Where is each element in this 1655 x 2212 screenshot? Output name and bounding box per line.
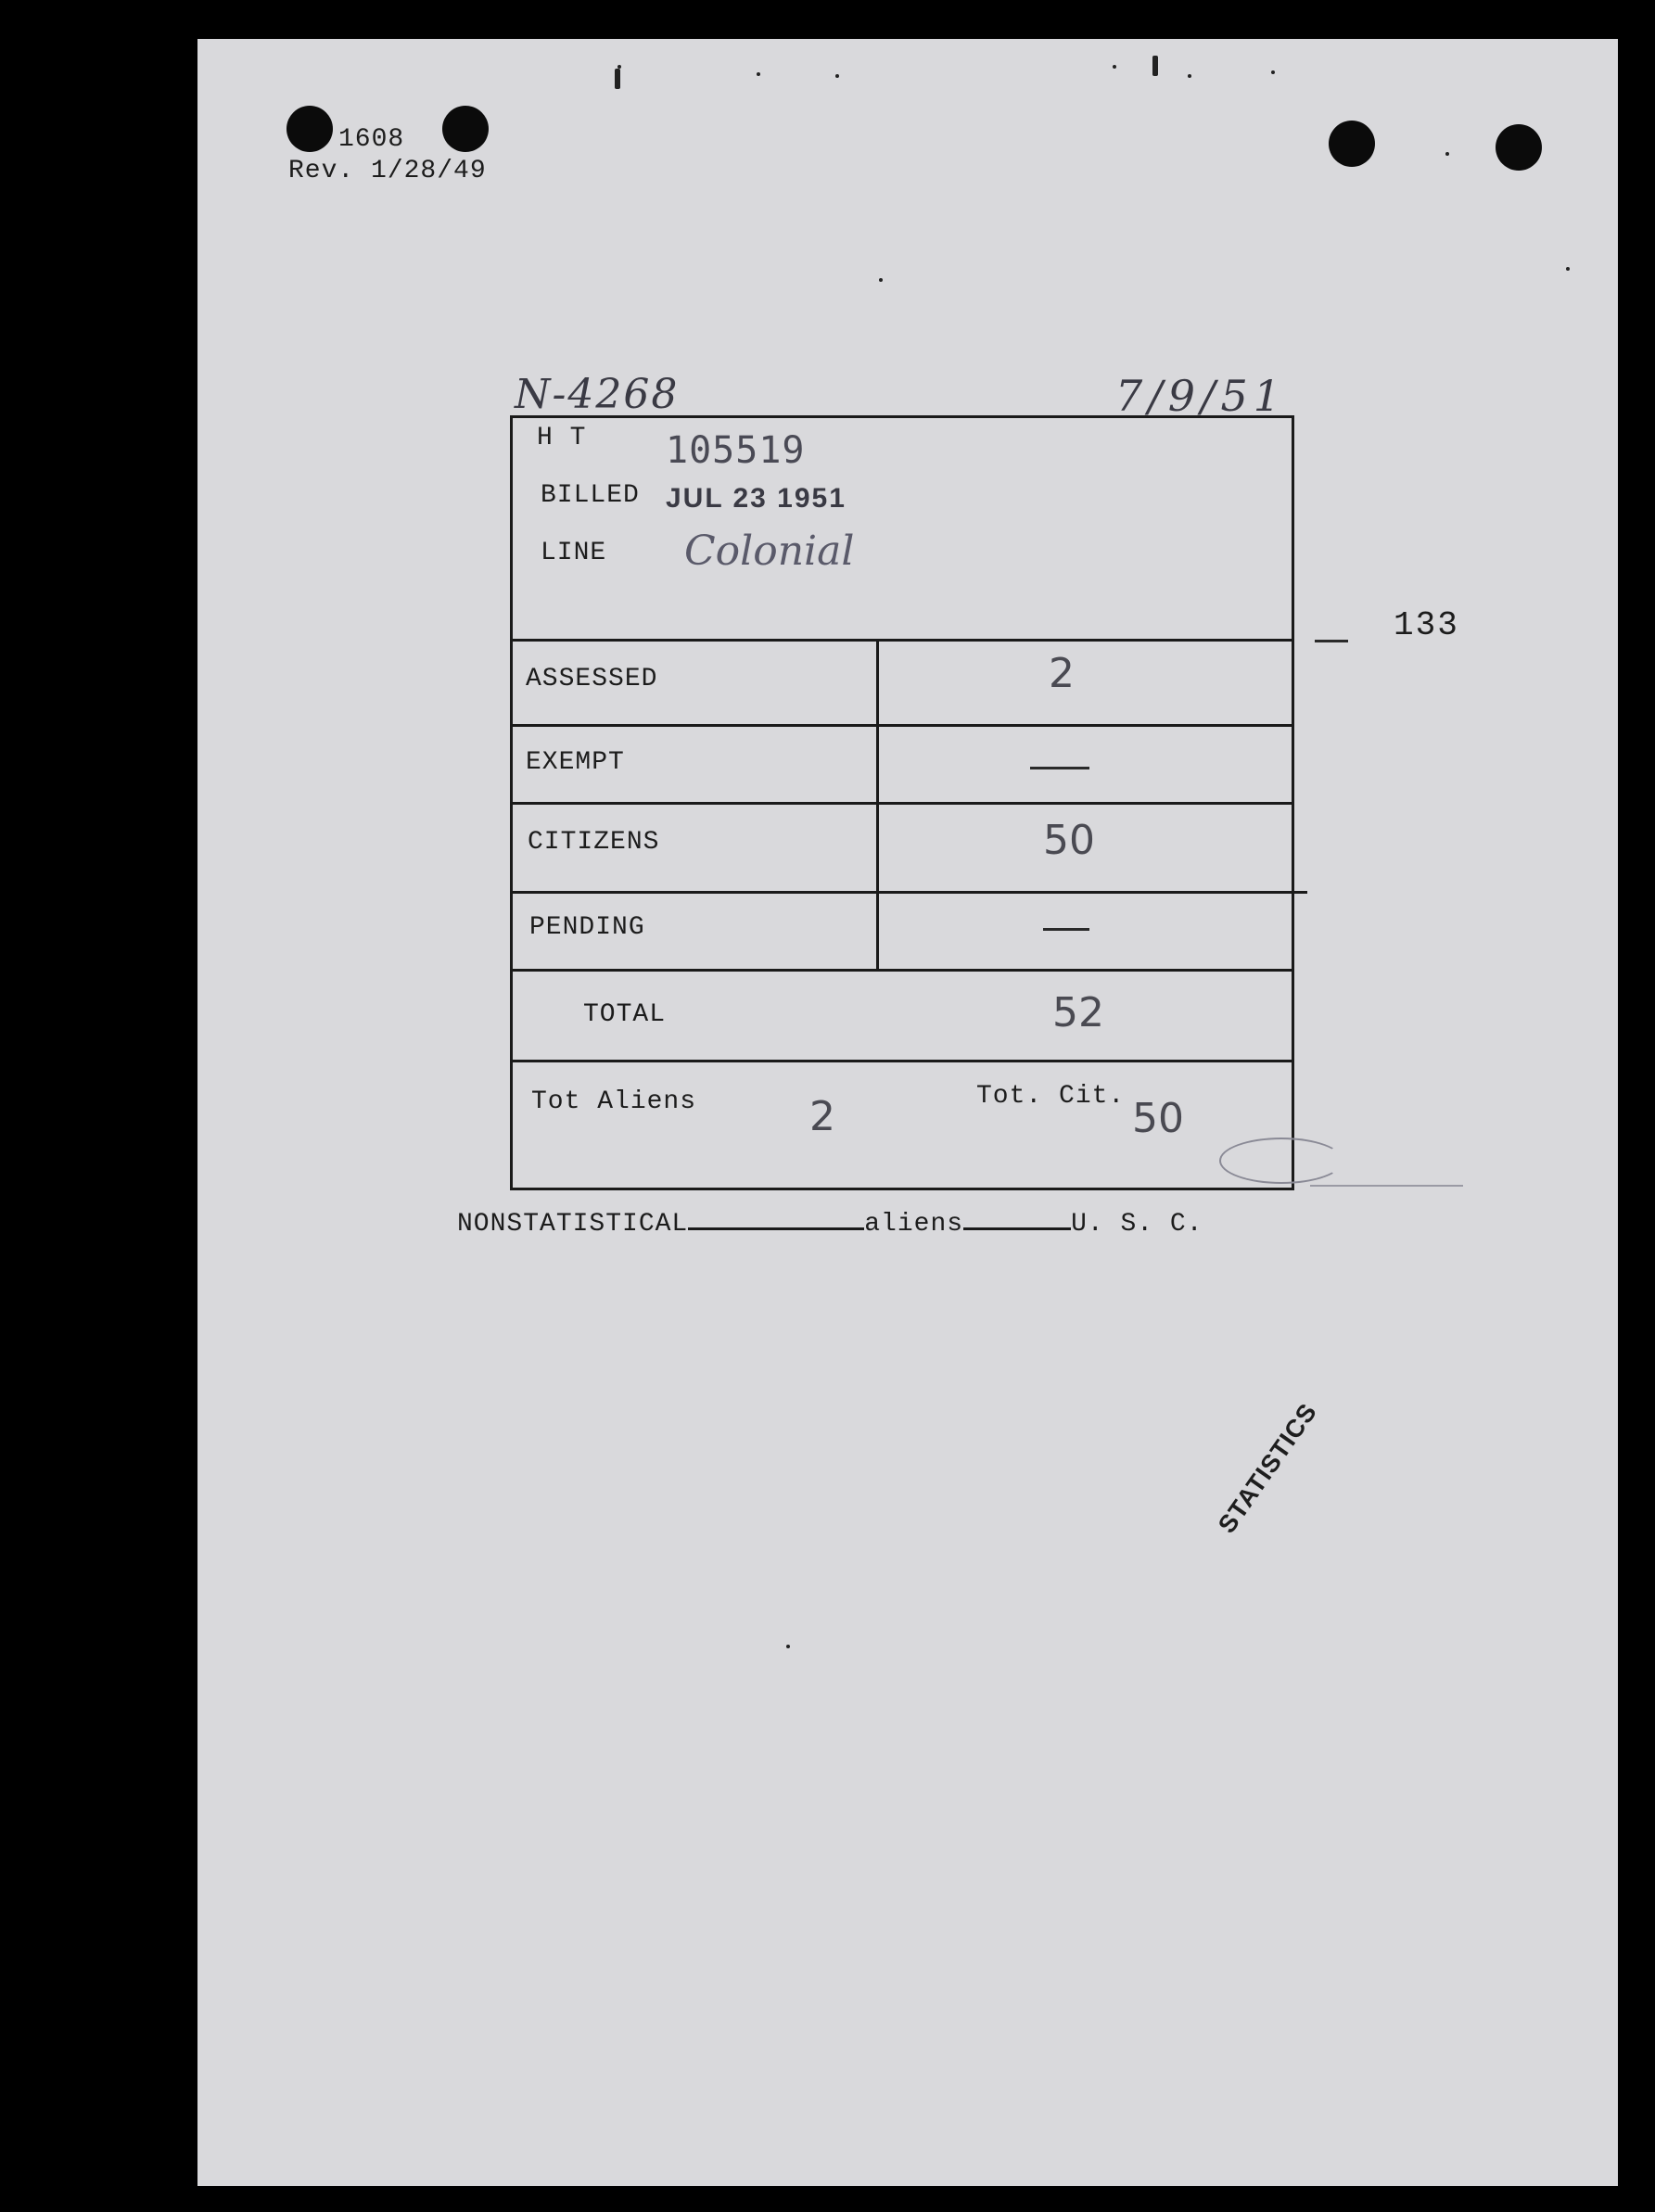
line-label: LINE — [541, 539, 607, 567]
nonstatistical-label: NONSTATISTICAL — [457, 1210, 689, 1239]
speck — [835, 74, 839, 78]
billed-date-stamp: JUL 23 1951 — [666, 483, 847, 514]
speck — [617, 65, 621, 69]
divider — [510, 969, 1294, 972]
handwritten-file-number: N-4268 — [515, 371, 680, 418]
aliens-label: aliens — [864, 1210, 964, 1239]
form-number: 1608 — [338, 125, 405, 154]
tally-card — [510, 415, 1294, 1190]
punch-hole-top-right-1 — [1329, 121, 1375, 167]
form-revision: Rev. 1/28/49 — [288, 157, 487, 185]
punch-hole-top-right-2 — [1496, 124, 1542, 171]
divider — [510, 724, 1294, 727]
speck — [757, 72, 760, 76]
speck — [615, 69, 620, 89]
handwritten-tail-line — [1310, 1185, 1463, 1187]
nonstatistical-blank — [688, 1209, 864, 1230]
speck — [1152, 56, 1158, 76]
row-label-assessed: ASSESSED — [526, 665, 658, 693]
document-page — [197, 39, 1618, 2186]
handwritten-circle-mark — [1219, 1138, 1343, 1184]
row-label-pending: PENDING — [529, 913, 645, 942]
speck — [1445, 152, 1449, 156]
divider — [510, 802, 1294, 805]
line-name-handwritten: Colonial — [684, 528, 855, 575]
speck — [1188, 74, 1191, 78]
row-value-assessed: 2 — [1049, 650, 1075, 697]
nonstatistical-line — [457, 1209, 1203, 1239]
speck — [1566, 267, 1570, 271]
row-label-exempt: EXEMPT — [526, 748, 625, 777]
speck — [1113, 65, 1116, 69]
row-label-total: TOTAL — [583, 1000, 667, 1029]
speck — [1271, 70, 1275, 74]
tot-cit-value: 50 — [1132, 1095, 1184, 1142]
tot-cit-label: Tot. Cit. — [976, 1082, 1126, 1111]
billed-label: BILLED — [541, 481, 640, 510]
row-value-pending-dash — [1043, 928, 1089, 931]
statistics-stamp: STATISTICS — [1213, 1398, 1323, 1539]
side-tick-mark — [1315, 640, 1348, 642]
column-divider — [876, 639, 879, 969]
form-identifier — [288, 124, 487, 187]
row-label-citizens: CITIZENS — [528, 828, 660, 857]
divider — [510, 639, 1294, 642]
row-value-citizens: 50 — [1043, 817, 1095, 864]
ht-label: H T — [537, 424, 587, 452]
row-value-total: 52 — [1052, 989, 1104, 1036]
speck — [786, 1645, 790, 1648]
usc-label: U. S. C. — [1071, 1210, 1203, 1239]
tot-aliens-value: 2 — [809, 1093, 835, 1140]
aliens-blank — [963, 1209, 1071, 1230]
tot-aliens-label: Tot Aliens — [531, 1087, 697, 1116]
divider — [510, 1060, 1294, 1062]
handwritten-date: 7/9/51 — [1115, 371, 1287, 421]
speck — [879, 278, 883, 282]
ht-number-stamp: 105519 — [666, 429, 806, 472]
side-number: 133 — [1394, 606, 1459, 644]
divider — [510, 891, 1307, 894]
row-value-exempt-dash — [1030, 767, 1089, 769]
